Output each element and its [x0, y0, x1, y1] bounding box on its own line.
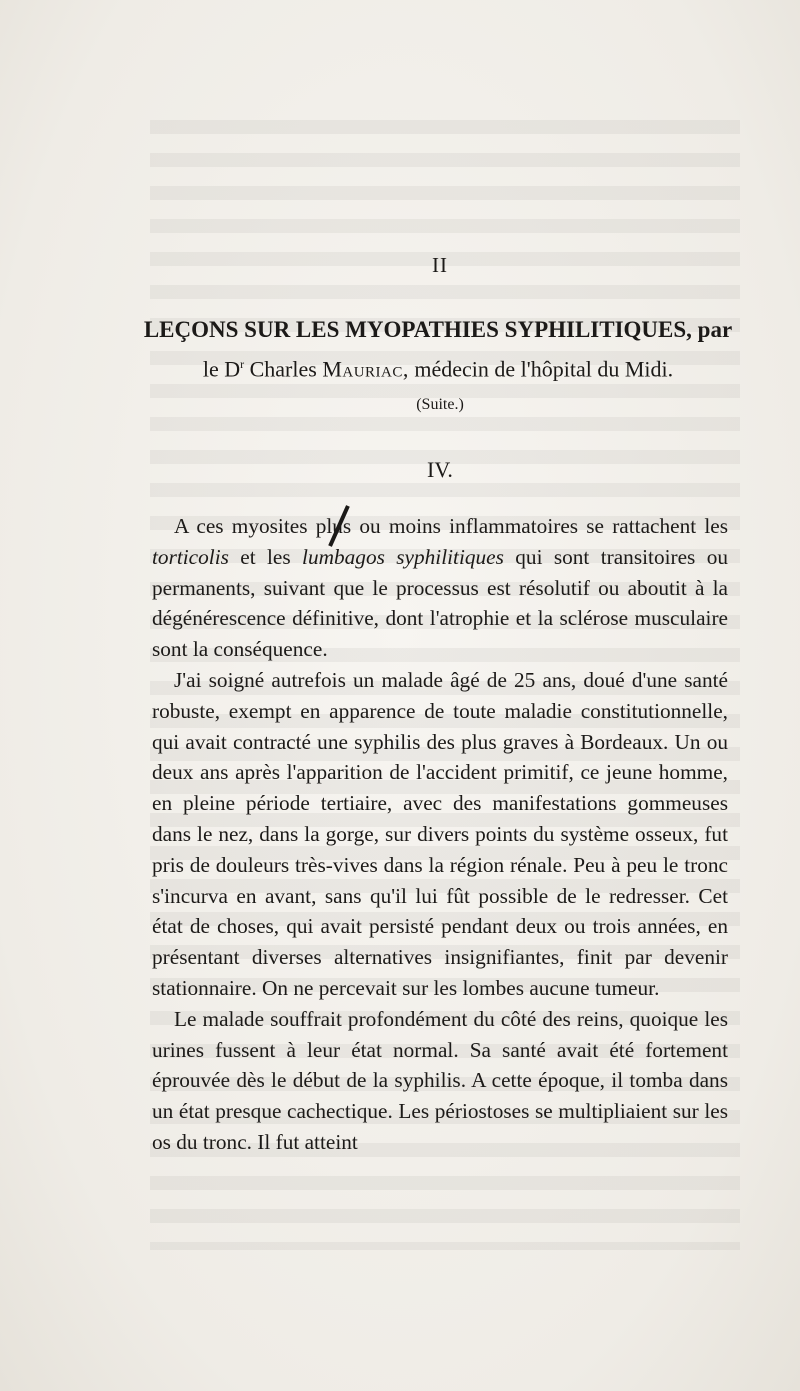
paragraph-1-text: et les	[228, 544, 303, 569]
article-title	[138, 313, 738, 386]
author-firstname: Charles	[249, 356, 317, 382]
continuation-note: (Suite.)	[416, 396, 464, 413]
author-prefix-sup: r	[240, 357, 245, 371]
paragraph-3: Le malade souffrait profondément du côté des reins, quoique les urines fussent à leur état normal. Sa santé avait été fortement éprouvée dès le début de la syphilis. A cette époque, il tomba dans un état presque cachectique. Les périostoses se multipliaient sur les os du tronc. Il fut atteint	[152, 1006, 728, 1154]
title-par: par	[697, 317, 733, 342]
italic-torticolis: torticolis	[152, 544, 229, 569]
paragraph-1-text: A ces myosites plus ou moins inflammatoires se rattachent les	[174, 514, 728, 538]
article-number: II	[432, 253, 448, 277]
body-text	[152, 511, 728, 1158]
paragraph-2: J'ai soigné autrefois un malade âgé de 25 ans, doué d'une santé robuste, exempt en apparence de toute maladie constitutionnelle, qui avait contracté une syphilis des plus graves à Bordeaux. Un ou deux ans après l'apparition de l'accident primitif, ce jeune homme, en pleine période tertiaire, avec des manifestations gommeuses dans le nez, dans la gorge, sur divers points du système osseux, fut pris de douleurs très-vives dans la région rénale. Peu à peu le tronc s'incurva en avant, sans qu'il lui fût possible de le redresser. Cet état de choses, qui avait persisté pendant deux ou trois années, en présentant diverses alternatives insignifiantes, finit par devenir stationnaire. On ne percevait sur les lombes aucune tumeur.	[152, 667, 728, 1000]
section-number: IV.	[427, 457, 453, 482]
title-text: LEÇONS SUR LES MYOPATHIES SYPHILITIQUES,	[143, 317, 692, 342]
paragraph-1	[152, 511, 728, 665]
title-line-1	[138, 313, 738, 347]
author-affiliation: médecin de l'hôpital du Midi.	[414, 356, 674, 382]
paragraph-1-text: qui sont transitoires ou permanents, suivant que le processus est résolutif ou aboutit à la dégénérescence définitive, dont l'atrophie et la sclérose musculaire sont la conséquence.	[152, 544, 729, 662]
italic-lumbagos: lumbagos syphilitiques	[302, 544, 504, 569]
author-surname: Mauriac,	[322, 356, 409, 382]
author-prefix: le D	[202, 356, 241, 382]
title-line-2	[138, 347, 738, 386]
